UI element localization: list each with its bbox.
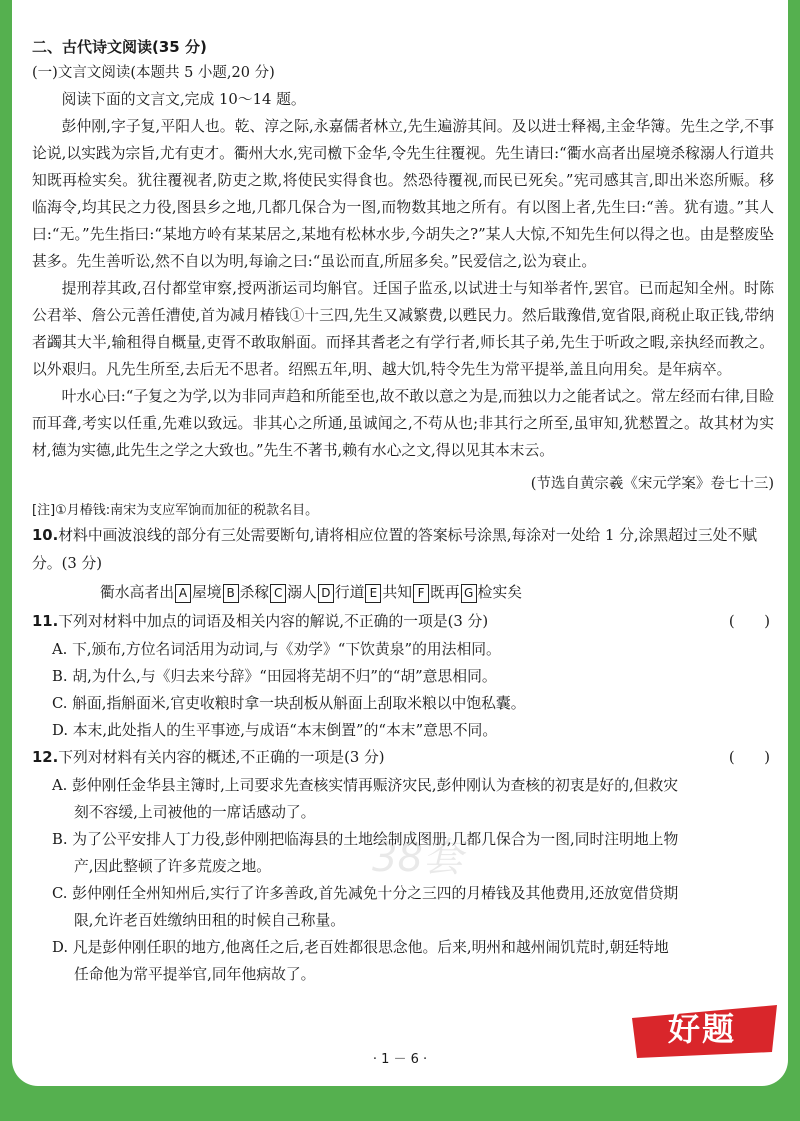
option-a-cont: 刻不容缓,上司被他的一席话感动了。 [74, 804, 316, 821]
option-d: D. 本末,此处指人的生平事迹,与成语“本末倒置”的“本末”意思不同。 [52, 722, 498, 739]
option-b: B. 胡,为什么,与《归去来兮辞》“田园将芜胡不归”的“胡”意思相同。 [52, 668, 497, 685]
footnote: [注]①月椿钱:南宋为支应军饷而加征的税款名目。 [32, 503, 319, 518]
segment-text: 既再 [430, 584, 460, 601]
segment-text: 杀稼 [239, 584, 270, 601]
segment-text: 屋境 [192, 584, 222, 601]
question-12 [32, 744, 774, 772]
exam-page [12, 0, 788, 1086]
option-d: D. 凡是彭仲刚任职的地方,他离任之后,老百姓都很思念他。后来,明州和越州闹饥荒时,朝廷特地 [52, 939, 669, 956]
question-number: 12. [32, 749, 59, 766]
question-text: 下列对材料中加点的词语及相关内容的解说,不正确的一项是(3 分) [58, 613, 489, 630]
answer-box-b[interactable]: B [223, 584, 239, 603]
option-c: C. 斛面,指斛面米,官吏收粮时拿一块刮板从斛面上刮取米粮以中饱私囊。 [52, 695, 526, 712]
source-citation: (节选自黄宗羲《宋元学案》卷七十三) [530, 476, 774, 492]
option-c-cont: 限,允许老百姓缴纳田租的时候自己称量。 [74, 912, 346, 929]
passage-paragraph-1: 彭仲刚,字子复,平阳人也。乾、淳之际,永嘉儒者林立,先生遍游其间。及以进士释褐,主金华簿。先生之学,不事论说,以实践为宗旨,尤有吏才。衢州大水,宪司檄下金华,令先生往覆视。先生请曰:“衢水高者出屋境杀稼溺人行道共知既再检实矣。犹往覆视者,防吏之欺,将使民实得食也。然恐待覆视,而民已死矣。”宪司感其言,即出米恣所赈。移临海令,均其民之力役,图县乡之地,几都几保合为一图,而物数其地之所有。有以图上者,先生曰:“善。犹有遗。”其人曰:“无。”先生指曰:“某地方岭有某某居之,某地有松林水步,今胡失之?”某人大惊,不知先生何以得之也。由是整废坠甚多。先生善听讼,然不自以为明,每谕之曰:“虽讼而直,所屈多矣。”民爱信之,讼为衰止。 [32, 118, 774, 270]
instruction: 阅读下面的文言文,完成 10～14 题。 [61, 91, 306, 108]
question-number: 10. [32, 527, 59, 544]
answer-box-c[interactable]: C [270, 584, 286, 603]
segment-text: 行道 [334, 584, 365, 601]
option-b: B. 为了公平安排人丁力役,彭仲刚把临海县的土地绘制成图册,几都几保合为一图,同时注明地上物 [52, 831, 679, 848]
section-title: 二、古代诗文阅读(35 分) [32, 38, 207, 56]
answer-box-e[interactable]: E [365, 584, 381, 603]
option-a: A. 彭仲刚任金华县主簿时,上司要求先查核实情再赈济灾民,彭仲刚认为查核的初衷是好的,但救灾 [52, 777, 679, 794]
answer-bracket[interactable]: ( ) [728, 749, 770, 766]
stamp-text: 好题 [667, 1010, 736, 1048]
segment-text: 溺人 [287, 584, 317, 601]
page-number: · 1 － 6 · [372, 1052, 428, 1067]
svg-text:38套: 38套 [372, 835, 463, 881]
question-text: 下列对材料有关内容的概述,不正确的一项是(3 分) [58, 749, 385, 766]
watermark-logo [362, 826, 502, 886]
option-c: C. 彭仲刚任全州知州后,实行了许多善政,首先减免十分之三四的月椿钱及其他费用,还放宽借贷期 [52, 885, 679, 902]
answer-box-f[interactable]: F [413, 584, 429, 603]
subsection-title: (一)文言文阅读(本题共 5 小题,20 分) [32, 65, 275, 81]
question-number: 11. [32, 613, 59, 630]
passage-paragraph-3: 叶水心曰:“子复之为学,以为非同声趋和所能至也,故不敢以意之为是,而独以力之能者试之。常左经而右律,目睑而耳聋,考实以任重,先难以致远。非其心之所通,虽诚闻之,不苟从也;非其行之所至,虽审知,犹慭置之。故其材为实材,德为实德,此先生之学之大致也。”先生不著书,赖有水心之文,得以见其本末云。 [32, 388, 774, 459]
answer-boxes-line [32, 578, 774, 608]
answer-box-a[interactable]: A [175, 584, 191, 603]
answer-bracket[interactable]: ( ) [728, 613, 770, 630]
answer-box-g[interactable]: G [461, 584, 477, 603]
passage-paragraph-2: 提刑荐其政,召付都堂审察,授两浙运司均斛官。迁国子监丞,以试进士与知举者忤,罢官。已而起知全州。时陈公君举、詹公元善任漕使,首为减月椿钱①十三四,先生又减繁费,以甦民力。然后戢豫借,宽省限,商税止取正钱,带纳者蠲其大半,输租得自概量,吏胥不敢取斛面。而择其耆老之有学行者,师长其子弟,先生于听政之暇,亲执经而教之。以外艰归。凡先生所至,去后无不思者。绍熙五年,明、越大饥,特令先生为常平提举,盖且向用矣。是年病卒。 [32, 280, 774, 378]
option-b-cont: 产,因此整顿了许多荒废之地。 [74, 858, 272, 875]
segment-text: 衢水高者出 [100, 584, 174, 601]
answer-box-d[interactable]: D [318, 584, 334, 603]
question-11 [32, 608, 774, 636]
segment-text: 检实矣 [477, 584, 523, 601]
segment-text: 共知 [382, 584, 413, 601]
question-text: 材料中画波浪线的部分有三处需要断句,请将相应位置的答案标号涂黑,每涂对一处给 1 分,涂黑超过三处不赋分。(3 分) [32, 527, 758, 572]
option-d-cont: 任命他为常平提举官,同年他病故了。 [74, 966, 316, 983]
question-10 [32, 522, 774, 578]
option-a: A. 下,颁布,方位名词活用为动词,与《劝学》“下饮黄泉”的用法相同。 [52, 641, 501, 658]
